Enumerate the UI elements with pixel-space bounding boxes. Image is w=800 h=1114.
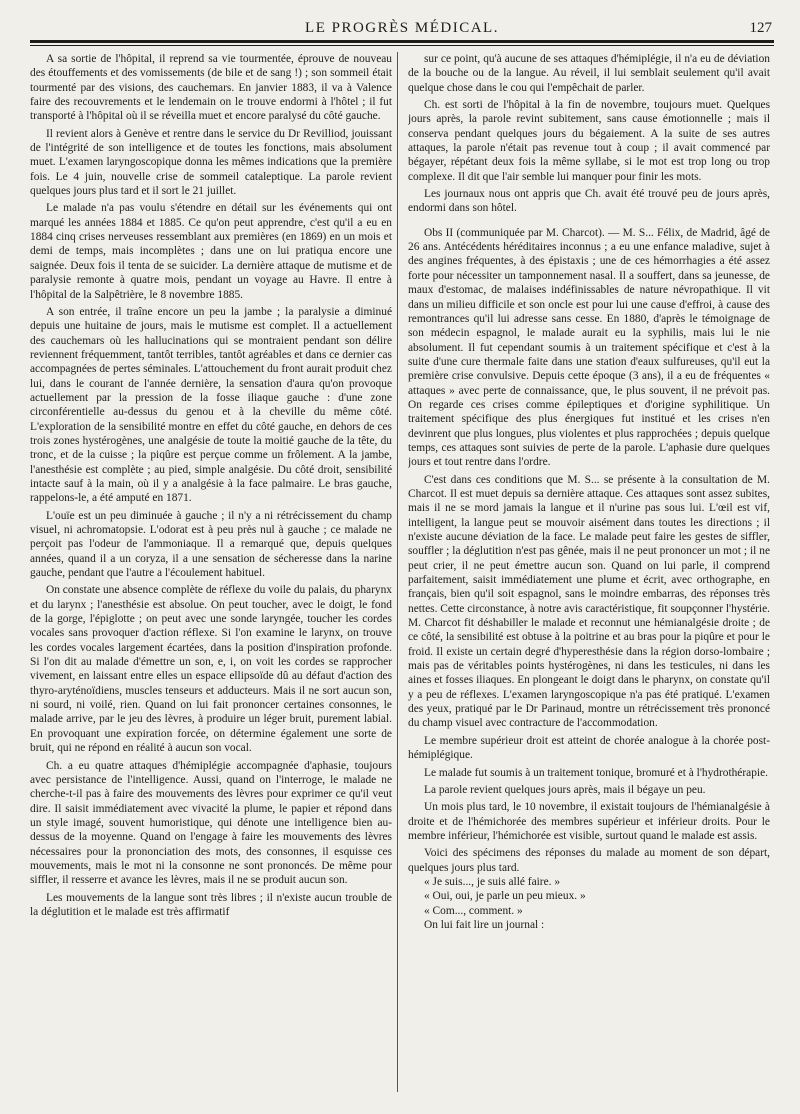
running-head: LE PROGRÈS MÉDICAL. <box>305 20 499 36</box>
paragraph: Un mois plus tard, le 10 novembre, il existait toujours de l'hémianalgésie à droite et de l'hémichorée des membres supérieur et inférieur droits. Pour le membre inférieur, l'hémichorée est visible, surtout quand le malade est assis. <box>408 801 770 842</box>
paragraph: sur ce point, qu'à aucune de ses attaques d'hémiplégie, il n'a eu de déviation de la bouche ou de la langue. Au réveil, il lui semblait seulement qu'il avait quelque chose dans le cou qui l'empêchait de parler. <box>408 53 770 94</box>
paragraph: Obs II (communiquée par M. Charcot). — M. S... Félix, de Madrid, âgé de 26 ans. Antécédents héréditaires inconnus ; a eu une enfance maladive, sujet à des angines fréquentes, à des épistaxis ; une de ces hémorrhagies a été assez forte pour nécessiter un tamponnement nasal. Il a souffert, dans sa jeunesse, de maux d'estomac, de malaises indéfinissables de nature névropathique. Il vit dans un milieu difficile et son oncle est pour lui une cause d'effroi, à cause des remontrances qu'il lui adresse sans cesse. En 1880, d'après le témoignage de son médecin espagnol, le malade aurait eu la syphilis, mais lui le nie absolument. Il fut cependant soumis à un traitement spécifique et c'est à la suite d'une cure thermale faite dans une station d'eaux sulfureuses, qu'il eut la première crise convulsive. Depuis cette époque (3 ans), il a eu de fréquentes « attaques » avec perte de connaissance, que, le plus souvent, il ne prévoit pas. On regarde ces crises comme épileptiques et d'origine syphilitique. Un traitement spécifique des plus énergiques fut institué et les crises n'en devinrent que plus longues, plus violentes et plus rapprochées ; depuis quelque temps, ces attaques sont suivies de perte de la parole. L'aphasie dure quelques jours et tout rentre dans l'ordre. <box>408 226 770 469</box>
paragraph: A son entrée, il traîne encore un peu la jambe ; la paralysie a diminué depuis une huitaine de jours, mais le mutisme est complet. Il a actuellement des cauchemars où les hallucinations qui se montraient pendant son délire reviennent fréquemment, tantôt terribles, tantôt agréables et dans ce dernier cas accompagnées de pertes séminales. L'attouchement du front aurait produit chez lui, dans le courant de l'année dernière, la sensation d'aura qu'on provoque actuellement par la pression de la fosse iliaque gauche : d'une zone circonférentielle au-dessus du genou et à la cheville du même côté. L'exploration de la sensibilité montre en effet du côté gauche, en dehors de ces trois zones hystérogènes, une analgésie de toute la moitié gauche de la tête, du tronc, et de la cuisse ; la piqûre est perçue comme un frôlement. A la jambe, l'anesthésie est complète ; au pied, simple analgésie. Du côté droit, sensibilité intacte sauf à la main, où il y a analgésie à la face palmaire. Le bras gauche, rappelons-le, a été amputé en 1871. <box>30 305 392 505</box>
paragraph: La parole revient quelques jours après, mais il bégaye un peu. <box>424 783 706 796</box>
paragraph: On lui fait lire un journal : <box>424 918 545 931</box>
paragraph: C'est dans ces conditions que M. S... se présente à la consultation de M. Charcot. Il est muet depuis sa dernière attaque. Ces attaques sont assez subites, mais il ne se mord jamais la langue et il n'urine pas sous lui. L'œil est vif, intelligent, la langue peut se mouvoir aisément dans toutes les directions ; il n'existe aucune déviation de la face. Le malade peut faire les gestes de siffler, souffler ; la déglutition n'est pas gênée, mais il ne peut prononcer un mot ; il ne peut crier, il ne peut émettre aucun son. Quand on lui parle, il comprend parfaitement, saisit immédiatement une plume et écrit, avec orthographe, en français, bien qu'il soit espagnol, sans le moindre embarras, des réponses très nettes. Cette circonstance, à notre avis caractéristique, fit soupçonner l'hystérie. M. Charcot fit déshabiller le malade et reconnut une hémianalgésie droite ; de ce côté, la sensibilité est obtuse à la poitrine et au bras pour la piqûre et pour le froid. Il existe un certain degré d'hyperesthésie dans la région dorso-lombaire ; mais pas de véritables points hystérogènes, ni dans les testicules, ni dans les aines et fosses iliaques. En plongeant le doigt dans le pharynx, on constate qu'il y a peu de réflexes. L'examen laryngoscopique n'a pas été pratiqué. L'examen des yeux, pratiqué par le Dr Parinaud, montre un rétrécissement très prononcé du champ visuel avec contracture de l'accommodation. <box>408 473 770 730</box>
paragraph: Ch. a eu quatre attaques d'hémiplégie accompagnée d'aphasie, toujours avec persistance de l'intelligence. Aussi, quand on l'interroge, le malade ne cherche-t-il pas à faire des mouvements des lèvres pour exprimer ce qu'il veut dire. Il saisit immédiatement avec vivacité la plume, le papier et répond dans un style imagé, souvent humoristique, qui dénote une intelligence bien au-dessus de la moyenne. Quand on l'engage à faire les mouvements des lèvres nécessaires pour la prononciation des mots, des consonnes, il esquisse ces mouvements, mais le mot ni la consonne ne sont prononcés. De même pour siffler, il resserre et avance les lèvres, mais il ne se produit aucun son. <box>30 759 392 887</box>
paragraph: Voici des spécimens des réponses du malade au moment de son départ, quelques jours plus tard. <box>408 847 770 874</box>
paragraph: Le malade n'a pas voulu s'étendre en détail sur les événements qui ont marqué les années 1884 et 1885. Ce qu'on peut apprendre, c'est qu'il a eu en 1884 cinq crises nerveuses ressemblant aux premières (en 1869) en un mois et demi de temps, mais incomplètes ; dans une on lui pratiqua encore une saignée. Deux fois il tenta de se suicider. La dernière attaque de mutisme et de paralysie remonte à quatre mois, pendant un voyage au Havre. Il entre à l'hôpital de la Salpêtrière, le 8 novembre 1885. <box>30 202 392 301</box>
paragraph: A sa sortie de l'hôpital, il reprend sa vie tourmentée, éprouve de nouveau des étouffements et des vomissements (de bile et de sang !) ; son sommeil était tourmenté par des visions, des cauchemars. En janvier 1883, il va à Valence faire des recouvrements et le lendemain on le trouve endormi à l'hôtel ; il fut transporté à l'hôpital où il se réveilla muet et encore paralysé du côté gauche. <box>30 53 392 123</box>
paragraph: Il revient alors à Genève et rentre dans le service du Dr Revilliod, jouissant de l'intégrité de son intelligence et de toutes les fonctions, mais absolument muet. L'examen laryngoscopique donna les mêmes indications que la première fois. Le 4 juin, nouvelle crise de sommeil cataleptique. La parole revient quelques jours plus tard et il sort le 21 juillet. <box>30 127 392 198</box>
paragraph: Ch. est sorti de l'hôpital à la fin de novembre, toujours muet. Quelques jours après, la parole revint subitement, sans cause émotionnelle ; mais il conserva pendant quelques jours du bégaiement. A la suite de ses autres attaques, la parole n'était pas revenue tout à coup ; il avait commencé par bégayer, répétant deux fois la même syllabe, si le mot est trop long ou trop complexe. Il dit que l'air semble lui manquer pour finir les mots. <box>408 99 770 183</box>
paragraph: Le malade fut soumis à un traitement tonique, bromuré et à l'hydrothérapie. <box>424 766 768 779</box>
quoted-reply: « Je suis..., je suis allé faire. » <box>424 875 561 888</box>
paragraph: Les mouvements de la langue sont très libres ; il n'existe aucun trouble de la déglutition et le malade est très affirmatif <box>30 891 392 918</box>
quoted-reply: « Oui, oui, je parle un peu mieux. » <box>424 890 586 903</box>
paragraph: On constate une absence complète de réflexe du voile du palais, du pharynx et du larynx ; l'anesthésie est absolue. On peut toucher, avec le doigt, le fond de la gorge, l'épiglotte ; on peut avec une sonde laryngée, toucher les cordes vocales sans provoquer d'action réflexe. Si l'on examine le larynx, on trouve les cordes vocales largement écartées, dans la position d'inspiration profonde. Si l'on dit au malade d'émettre un son, e, i, on voit les cordes se rapprocher vivement, en laissant entre elles un espace ellipsoïde dû au défaut d'action des thyro-aryténoïdiens, muscles tenseurs et adducteurs. Mais il ne sort aucun son, ni sourd, ni voilé, rien. Quand on lui fait prononcer certaines consonnes, le malade arrive, par le jeu des lèvres, à produire un léger bruit, purement labial. En provoquant une expiration forcée, on détermine également une sorte de bruit, qui ne répond en réalité à aucun son vocal. <box>30 584 392 755</box>
header-rule-thick <box>30 40 774 43</box>
quoted-reply: « Com..., comment. » <box>424 904 523 917</box>
paragraph: Les journaux nous ont appris que Ch. avait été trouvé peu de jours après, endormi dans son hôtel. <box>408 188 770 215</box>
paragraph: Le membre supérieur droit est atteint de chorée analogue à la chorée post-hémiplégique. <box>408 734 770 762</box>
paragraph: L'ouïe est un peu diminuée à gauche ; il n'y a ni rétrécissement du champ visuel, ni achromatopsie. L'odorat est à peu près nul à gauche ; ce malade ne perçoit pas l'odeur de l'ammoniaque. Il a remarqué que, depuis quelques années, quand il a un coryza, il a une sensation de sécheresse dans la narine gauche, pendant que l'autre a l'écoulement habituel. <box>30 509 392 580</box>
page-header <box>30 20 774 40</box>
left-column <box>30 52 392 1097</box>
right-column <box>408 52 770 1097</box>
header-rule-thin <box>30 45 774 46</box>
page-number: 127 <box>749 20 772 36</box>
column-divider <box>397 52 398 1092</box>
